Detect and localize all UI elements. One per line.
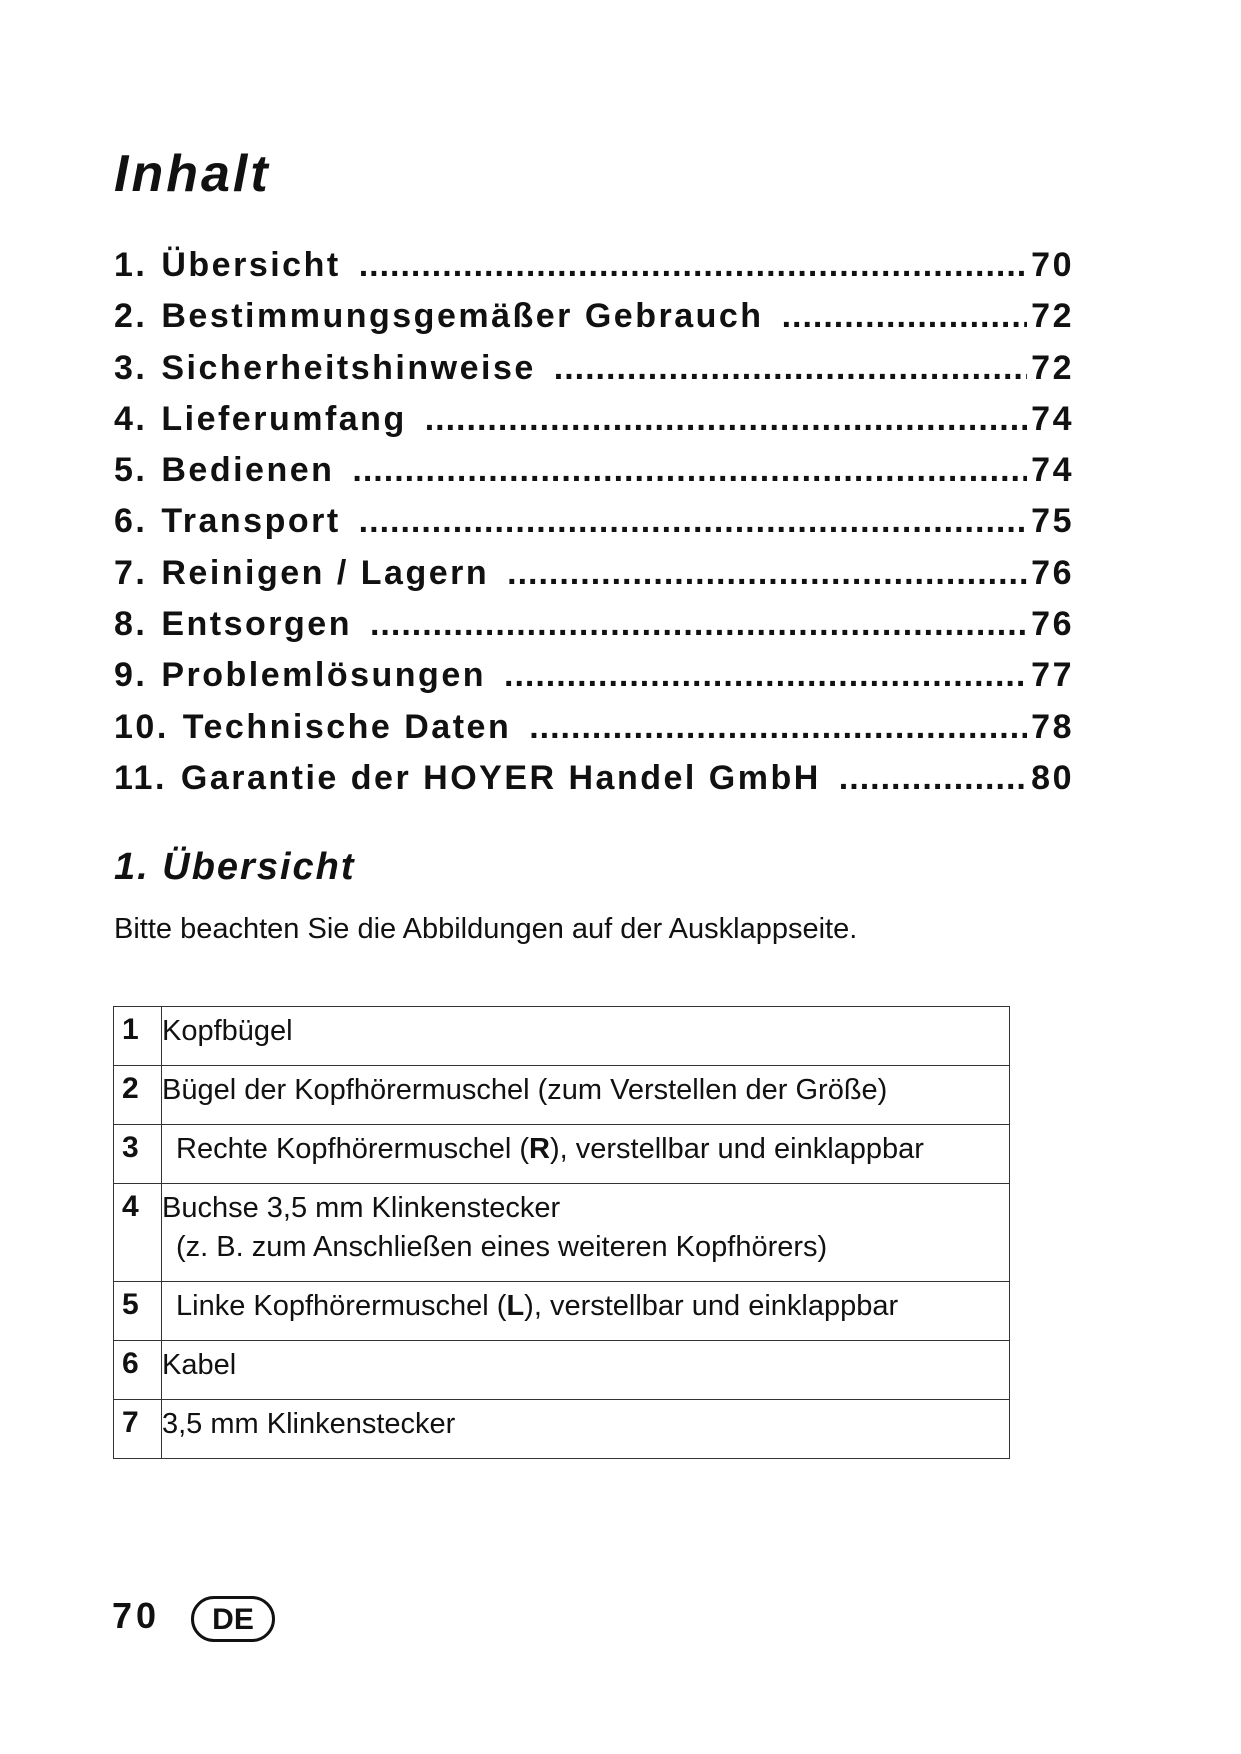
part-number: 7 [114, 1400, 162, 1459]
toc-number: 3. [114, 348, 148, 387]
part-description: 3,5 mm Klinkenstecker [162, 1400, 1010, 1459]
part-number: 5 [114, 1282, 162, 1341]
toc-leader-dots [529, 702, 1027, 753]
toc-label: Entsorgen [161, 605, 352, 644]
toc-entry [114, 343, 1074, 394]
toc-page-number: 76 [1031, 553, 1074, 592]
part-description-note: (z. B. zum Anschließen eines weiteren Kopfhörers) [176, 1231, 828, 1263]
part-description-text: ), verstellbar und einklappbar [549, 1133, 924, 1165]
side-letter: L [506, 1290, 525, 1322]
toc-entry [114, 599, 1074, 650]
part-description: Kabel [162, 1341, 1010, 1400]
toc-page-number: 75 [1031, 502, 1074, 541]
part-description [162, 1125, 1010, 1184]
table-row [114, 1400, 1010, 1459]
table-row [114, 1125, 1010, 1184]
toc-entry [114, 496, 1074, 547]
toc-label: Technische Daten [182, 707, 512, 746]
toc-number: 9. [114, 656, 148, 695]
toc-label: Sicherheitshinweise [161, 348, 536, 387]
table-row [114, 1341, 1010, 1400]
language-badge: DE [191, 1596, 275, 1642]
part-description: Kopfbügel [162, 1007, 1010, 1066]
part-number: 6 [114, 1341, 162, 1400]
toc-entry [114, 394, 1074, 445]
part-description [162, 1282, 1010, 1341]
toc-number: 6. [114, 502, 148, 541]
toc-page-number: 78 [1031, 707, 1074, 746]
section-heading: 1. Übersicht [114, 846, 356, 888]
table-of-contents [114, 240, 1074, 804]
toc-number: 2. [114, 297, 148, 336]
toc-number: 4. [114, 399, 148, 438]
table-row [114, 1184, 1010, 1282]
toc-entry [114, 291, 1074, 342]
toc-entry [114, 548, 1074, 599]
page-number: 70 [112, 1595, 161, 1636]
part-number: 2 [114, 1066, 162, 1125]
toc-entry [114, 445, 1074, 496]
part-description [162, 1184, 1010, 1282]
toc-page-number: 74 [1031, 399, 1074, 438]
toc-page-number: 77 [1031, 656, 1074, 695]
toc-label: Garantie der HOYER Handel GmbH [180, 758, 821, 797]
toc-page-number: 72 [1031, 348, 1074, 387]
toc-leader-dots [782, 291, 1028, 342]
toc-page-number: 76 [1031, 605, 1074, 644]
part-number: 4 [114, 1184, 162, 1282]
toc-number: 10. [114, 707, 169, 746]
toc-leader-dots [504, 650, 1027, 701]
part-number: 1 [114, 1007, 162, 1066]
toc-number: 8. [114, 605, 148, 644]
toc-entry [114, 650, 1074, 701]
toc-number: 7. [114, 553, 148, 592]
toc-page-number: 70 [1031, 246, 1074, 284]
toc-leader-dots [370, 599, 1027, 650]
part-number: 3 [114, 1125, 162, 1184]
toc-leader-dots [554, 343, 1027, 394]
toc-page-number: 72 [1031, 297, 1074, 336]
toc-label: Problemlösungen [161, 656, 486, 695]
toc-entry [114, 702, 1074, 753]
part-description-text: ), verstellbar und einklappbar [524, 1290, 899, 1322]
toc-label: Reinigen / Lagern [161, 553, 490, 592]
page-title: Inhalt [114, 145, 271, 203]
table-row [114, 1007, 1010, 1066]
toc-label: Übersicht [161, 246, 341, 284]
toc-entry [114, 240, 1074, 291]
parts-table [113, 1006, 1010, 1459]
toc-leader-dots [359, 240, 1027, 291]
toc-page-number: 74 [1031, 451, 1074, 490]
toc-entry [114, 753, 1074, 804]
toc-leader-dots [352, 445, 1027, 496]
table-row [114, 1282, 1010, 1341]
toc-number: 11. [114, 758, 167, 797]
toc-label: Transport [161, 502, 341, 541]
toc-label: Lieferumfang [161, 399, 407, 438]
part-description-text: Linke Kopfhörermuschel ( [176, 1290, 507, 1322]
toc-leader-dots [425, 394, 1027, 445]
toc-number: 1. [114, 246, 148, 284]
table-row [114, 1066, 1010, 1125]
toc-page-number: 80 [1031, 758, 1074, 797]
toc-leader-dots [359, 496, 1028, 547]
side-letter: R [529, 1133, 550, 1165]
toc-label: Bedienen [161, 451, 335, 490]
toc-leader-dots [839, 753, 1027, 804]
part-description-text: Buchse 3,5 mm Klinkenstecker [162, 1192, 561, 1224]
toc-number: 5. [114, 451, 148, 490]
part-description: Bügel der Kopfhörermuschel (zum Verstellen der Größe) [162, 1066, 1010, 1125]
section-intro: Bitte beachten Sie die Abbildungen auf der Ausklappseite. [114, 913, 858, 945]
toc-label: Bestimmungsgemäßer Gebrauch [161, 297, 764, 336]
toc-leader-dots [507, 548, 1027, 599]
part-description-text: Rechte Kopfhörermuschel ( [176, 1133, 529, 1165]
